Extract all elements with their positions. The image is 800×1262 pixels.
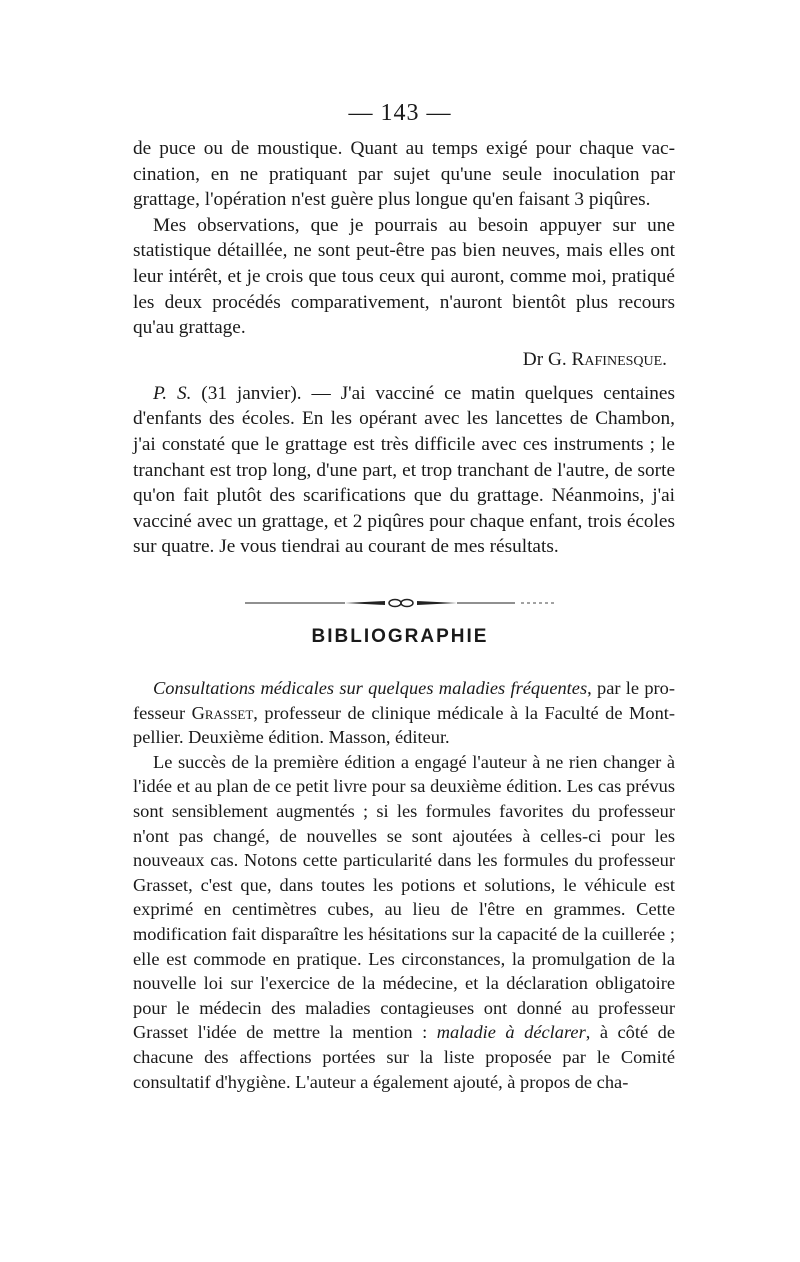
citation-author: Grasset [191,702,254,723]
paragraph-1: de puce ou de moustique. Quant au temps exigé pour chaque vaccination, en ne pratiquant par sujet qu'une seule inoculation par grattage, l'opération n'est guère plus longue qu'en faisant 3 piqûres. [133,138,675,211]
review-mention: maladie à déclarer [436,1022,586,1043]
section-heading: BIBLIOGRAPHIE [311,626,489,647]
review-text-b: , à côté de chacune des affections portées sur la liste proposée par le Comité consultatif d'hygiène. L'auteur a également ajouté, à propos de cha- [133,1022,675,1092]
review-text-a: Le succès de la première édition a engagé l'auteur à ne rien changer à l'idée et au plan de ce petit livre pour sa deuxième édition. Les cas prévus sont sensiblement augmentés ; si les formules favorites du professeur n'ont pas changé, de nouvelles se sont ajoutées à celles-ci pour les nouveaux cas. Notons cette particularité dans les formules du professeur Grasset, c'est que, dans toutes les potions et solutions, le véhicule est exprimé en centimètres cubes, au lieu de l'être en grammes. Cette modification fait disparaître les hésitations sur la capacité de la cuillerée ; elle est commode en pratique. Les circonstances, la promulgation de la nouvelle loi sur l'exercice de la médecine, et la déclaration obligatoire pour le médecin des maladies contagieuses ont donné au professeur Grasset l'idée de mettre la mention : [133,751,675,1043]
postscript-text: (31 janvier). — J'ai vacciné ce matin quelques centaines d'enfants des écoles. En les opérant avec les lancettes de Chambon, j'ai constaté que le grattage est très difficile avec ces instruments ; le tranchant est trop long, d'une part, et trop tranchant de l'autre, de sorte qu'on fait plutôt des scarifications que du grattage. Néanmoins, j'ai vacciné avec un grattage, et 2 piqûres pour chaque enfant, trois écoles sur quatre. Je vous tiendrai au courant de mes résultats. [133,382,675,558]
signature-title: Dr [522,348,544,370]
review-citation [133,676,675,750]
paragraph-2: Mes observations, que je pourrais au besoin appuyer sur une statistique détaillée, ne sont peut-être pas bien neuves, mais elles ont leur intérêt, et je crois que tous ceux qui auront, comme moi, pratiqué les deux procédés comparativement, n'auront bientôt plus recours qu'au grattage. [133,214,675,339]
ornamental-rule [245,598,555,608]
page-number: — 143 — [348,100,452,126]
signature [133,347,667,373]
review-body [133,676,675,1094]
citation-rest: , professeur de clinique médicale à la Faculté de Montpellier. Deuxième édition. Masson, éditeur. [133,702,675,748]
book-title: Consultations médicales sur quelques maladies fréquentes [153,678,588,698]
review-paragraph [133,750,675,1094]
postscript-label: P. S. [153,382,192,404]
signature-name: G. Rafinesque. [547,348,667,370]
article-body [133,136,675,560]
postscript [133,381,675,560]
citation-intro: , par le professeur [133,678,675,723]
